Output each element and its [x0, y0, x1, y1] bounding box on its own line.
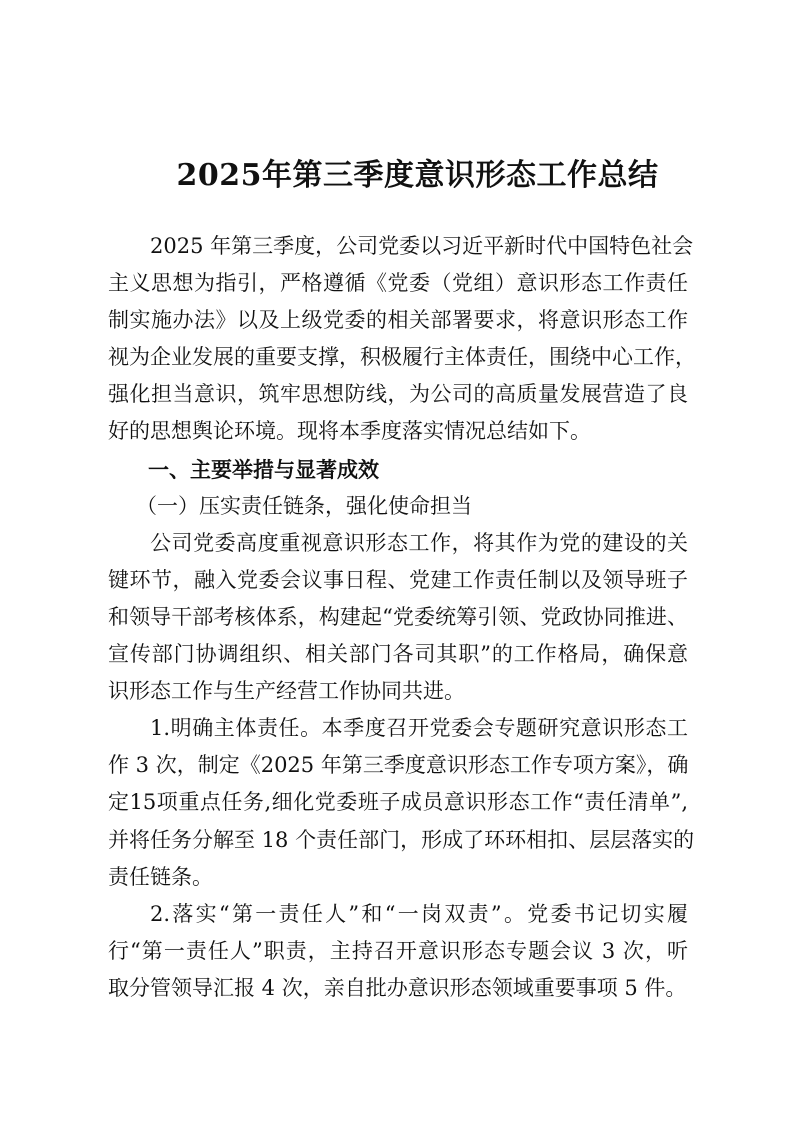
text-line: 行“第一责任人”职责，主持召开意识形态专题会议 3 次，听: [108, 938, 688, 963]
document-title: 2025年第三季度意识形态工作总结: [176, 158, 659, 193]
text-line: 取分管领导汇报 4 次，亲自批办意识形态领域重要事项 5 件。: [108, 975, 687, 1000]
text-line: 定15项重点任务,细化党委班子成员意识形态工作“责任清单”,: [108, 790, 688, 815]
paragraph: [108, 896, 688, 1007]
text-line: 并将任务分解至 18 个责任部门，形成了环环相扣、层层落实的: [108, 827, 695, 852]
text-line: 宣传部门协调组织、相关部门各司其职”的工作格局，确保意: [108, 642, 688, 667]
paragraph: [108, 525, 688, 710]
text-line: 强化担当意识，筑牢思想防线，为公司的高质量发展营造了良: [108, 382, 688, 407]
text-line: 视为企业发展的重要支撑，积极履行主体责任，围绕中心工作，: [108, 345, 696, 370]
text-line: 好的思想舆论环境。现将本季度落实情况总结如下。: [108, 419, 591, 444]
text-line: 键环节，融入党委会议事日程、党建工作责任制以及领导班子: [108, 567, 688, 592]
text-line: 2025 年第三季度，公司党委以习近平新时代中国特色社会: [150, 234, 694, 258]
text-line: 识形态工作与生产经营工作协同共进。: [108, 679, 465, 704]
text-line: 1.明确主体责任。本季度召开党委会专题研究意识形态工: [150, 716, 688, 741]
text-line: 2.落实“第一责任人”和“一岗双责”。党委书记切实履: [150, 901, 688, 926]
text-line: 作 3 次，制定《2025 年第三季度意识形态工作专项方案》，确: [108, 753, 689, 778]
paragraph: [108, 228, 696, 451]
text-line: 责任链条。: [108, 864, 213, 889]
text-line: （一）压实责任链条，强化使命担当: [136, 493, 472, 518]
section-heading: [108, 451, 688, 488]
text-line: 公司党委高度重视意识形态工作，将其作为党的建设的关: [150, 530, 688, 555]
text-line: 和领导干部考核体系，构建起“党委统筹引领、党政协同推进、: [108, 604, 688, 629]
subsection-heading: [108, 488, 688, 525]
text-line: 一、主要举措与显著成效: [148, 456, 379, 482]
text-line: 主义思想为指引，严格遵循《党委（党组）意识形态工作责任: [108, 271, 688, 296]
text-line: 制实施办法》以及上级党委的相关部署要求，将意识形态工作: [108, 308, 688, 333]
document-body: [108, 228, 696, 1007]
paragraph: [108, 710, 695, 895]
